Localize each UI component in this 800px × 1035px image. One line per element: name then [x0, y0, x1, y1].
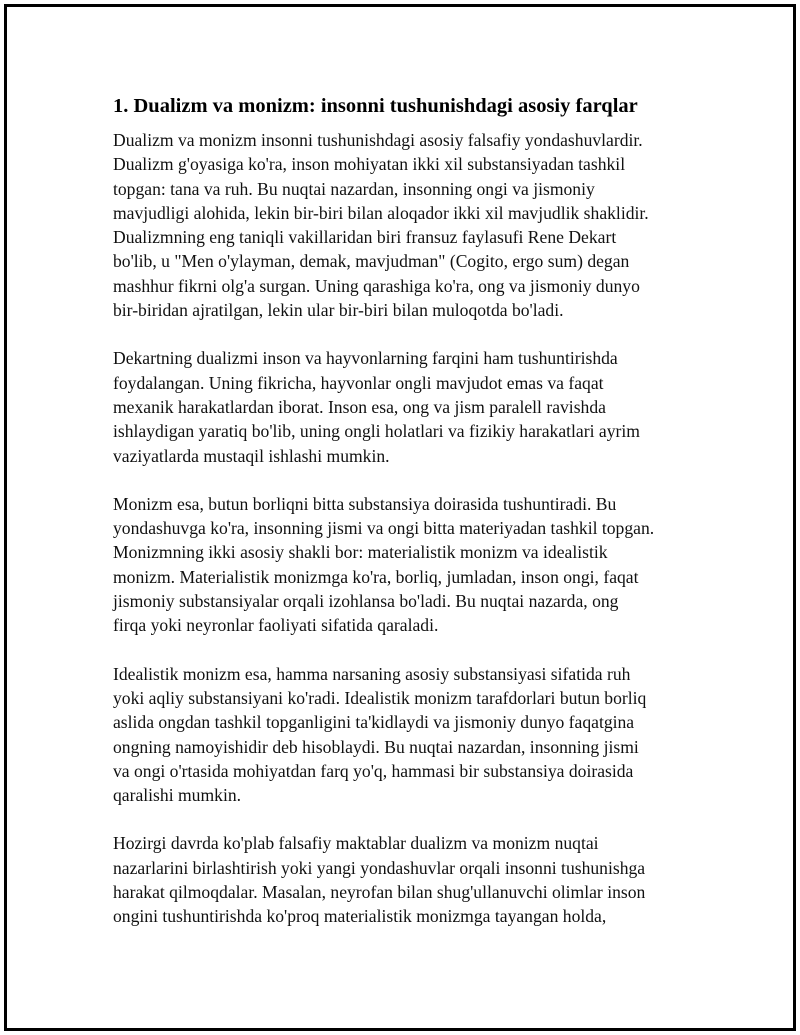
text-line: foydalangan. Uning fikricha, hayvonlar ongli mavjudot emas va faqat [113, 372, 604, 393]
text-line: aslida ongdan tashkil topganligini ta'kidlaydi va jismoniy dunyo faqatgina [113, 712, 635, 733]
text-line: Dekartning dualizmi inson va hayvonlarning farqini ham tushuntirishda [113, 348, 618, 369]
text-line: Idealistik monizm esa, hamma narsaning asosiy substansiyasi sifatida ruh [113, 663, 631, 684]
text-line: topgan: tana va ruh. Bu nuqtai nazardan, insonning ongi va jismoniy [113, 178, 595, 199]
text-line: vaziyatlarda mustaqil ishlashi mumkin. [113, 445, 390, 466]
text-line: Dualizm g'oyasiga ko'ra, inson mohiyatan ikki xil substansiyadan tashkil [113, 154, 626, 175]
text-line: mexanik harakatlardan iborat. Inson esa, ong va jism paralell ravishda [113, 396, 606, 417]
text-line: yoki aqliy substansiyani ko'radi. Idealistik monizm tarafdorlari butun borliq [113, 687, 647, 708]
text-line: qaralishi mumkin. [113, 785, 242, 806]
text-line: Dualizm va monizm insonni tushunishdagi asosiy falsafiy yondashuvlardir. [113, 130, 643, 150]
paragraph-list [113, 128, 693, 929]
text-line: va ongi o'rtasida mohiyatdan farq yo'q, hammasi bir substansiya doirasida [113, 760, 634, 781]
text-line: ongning namoyishidir deb hisoblaydi. Bu nuqtai nazardan, insonning jismi [113, 736, 639, 757]
text-line: Hozirgi davrda ko'plab falsafiy maktablar dualizm va monizm nuqtai [113, 833, 599, 854]
text-line: nazarlarini birlashtirish yoki yangi yondashuvlar orqali insonni tushunishga [113, 857, 646, 878]
text-line: Monizmning ikki asosiy shakli bor: materialistik monizm va idealistik [113, 542, 608, 563]
text-line: ishlaydigan yaratiq bo'lib, uning ongli holatlari va fizikiy harakatlari ayrim [113, 421, 640, 442]
text-line: Monizm esa, butun borliqni bitta substansiya doirasida tushuntiradi. Bu [113, 493, 617, 514]
paragraph-1 [113, 128, 693, 322]
document-body [113, 92, 693, 953]
text-line: mavjudligi alohida, lekin bir-biri bilan aloqador ikki xil mavjudlik shaklidir. [113, 202, 649, 223]
text-line: Dualizmning eng taniqli vakillaridan biri fransuz faylasufi Rene Dekart [113, 227, 617, 248]
text-line: mashhur fikrni olg'a surgan. Uning qarashiga ko'ra, ong va jismoniy dunyo [113, 275, 640, 296]
text-line: harakat qilmoqdalar. Masalan, neyrofan bilan shug'ullanuvchi olimlar inson [113, 882, 646, 903]
paragraph-4 [113, 662, 693, 808]
paragraph-3 [113, 492, 693, 638]
text-line: firqa yoki neyronlar faoliyati sifatida qaraladi. [113, 615, 439, 636]
text-line: jismoniy substansiyalar orqali izohlansa bo'ladi. Bu nuqtai nazarda, ong [113, 591, 619, 612]
text-line: yondashuvga ko'ra, insonning jismi va ongi bitta materiyadan tashkil topgan. [113, 518, 655, 539]
text-line: bo'lib, u "Men o'ylayman, demak, mavjudman" (Cogito, ergo sum) degan [113, 251, 630, 272]
text-line: monizm. Materialistik monizmga ko'ra, borliq, jumladan, inson ongi, faqat [113, 566, 639, 587]
paragraph-2 [113, 346, 693, 467]
paragraph-5 [113, 831, 693, 928]
text-line: bir-biridan ajratilgan, lekin ular bir-biri bilan muloqotda bo'ladi. [113, 300, 564, 321]
text-line: ongini tushuntirishda ko'proq materialistik monizmga tayangan holda, [113, 906, 607, 927]
section-heading: 1. Dualizm va monizm: insonni tushunishdagi asosiy farqlar [113, 95, 638, 117]
